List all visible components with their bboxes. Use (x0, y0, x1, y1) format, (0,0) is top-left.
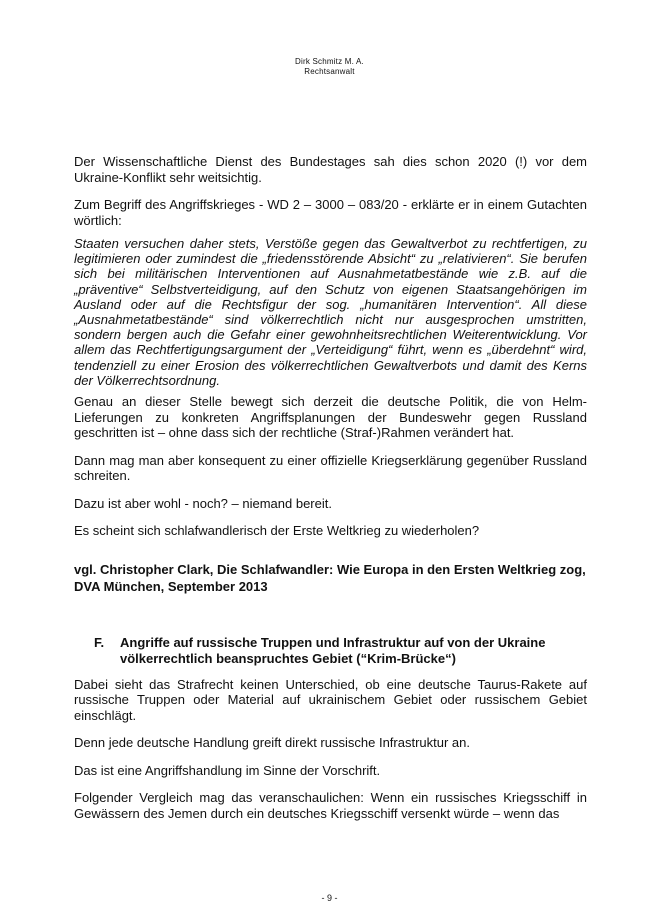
literature-reference: vgl. Christopher Clark, Die Schlafwandler: Wie Europa in den Ersten Weltkrieg zog, DVA München, September 2013 (74, 561, 586, 594)
paragraph-current-politics: Genau an dieser Stelle bewegt sich derzeit die deutsche Politik, die von Helm-Lieferungen zu konkreten Angriffsplanungen der Bundeswehr gegen Russland geschritten ist – ohne dass sich der rechtliche (Straf-)Rahmen verändert hat. (74, 394, 587, 441)
paragraph-sleepwalking: Es scheint sich schlafwandlerisch der Erste Weltkrieg zu wiederholen? (74, 523, 480, 539)
document-body (74, 154, 587, 833)
block-quote: Staaten versuchen daher stets, Verstöße gegen das Gewaltverbot zu rechtfertigen, zu legitimieren oder zumindest die „friedensstörende Absicht“ zu „relativieren“. Sie berufen sich bei militärischen Interventionen auf Ausnahmetatbestände wie z.B. auf die „präventive“ Selbstverteidigung, auf den Schutz von eigenen Staatsangehörigen im Ausland oder auf die Rechtsfigur der sog. „humanitären Intervention“. All diese „Ausnahmetatbestände“ sind völkerrechtlich nicht nur ausgesprochen umstritten, sondern bergen auch die Gefahr einer gewohnheitsrechtlichen Weiterentwicklung. Vor allem das Rechtfertigungsargument der „Verteidigung“ führt, wenn es „überdehnt“ wird, tendenziell zu einer Erosion des völkerrechtlichen Gewaltverbots und damit des Kerns der Völkerrechtsordnung. (74, 236, 587, 388)
paragraph-wd-intro: Der Wissenschaftliche Dienst des Bundestages sah dies schon 2020 (!) vor dem Ukraine-Konflikt sehr weitsichtig. (74, 154, 587, 185)
section-title: Angriffe auf russische Truppen und Infrastruktur auf von der Ukraine völkerrechtlich beanspruchtes Gebiet (“Krim-Brücke“) (120, 634, 546, 666)
section-letter: F. (94, 634, 105, 650)
paragraph-declaration-of-war: Dann mag man aber konsequent zu einer offizielle Kriegserklärung gegenüber Russland schreiten. (74, 452, 587, 484)
paragraph-infrastructure: Denn jede deutsche Handlung greift direkt russische Infrastruktur an. (74, 735, 470, 751)
letterhead (0, 57, 659, 77)
section-heading-f (74, 635, 587, 667)
author-title: Rechtsanwalt (304, 67, 355, 76)
paragraph-nobody-ready: Dazu ist aber wohl - noch? – niemand bereit. (74, 495, 332, 511)
paragraph-taurus: Dabei sieht das Strafrecht keinen Unterschied, ob eine deutsche Taurus-Rakete auf russische Truppen oder Material auf ukrainischem Gebiet oder russischem Gebiet einschlägt. (74, 676, 587, 723)
paragraph-comparison: Folgender Vergleich mag das veranschaulichen: Wenn ein russisches Kriegsschiff in Gewässern des Jemen durch ein deutsches Kriegsschiff versenkt würde – wenn das (74, 790, 587, 821)
paragraph-wd-reference: Zum Begriff des Angriffskrieges - WD 2 – 3000 – 083/20 - erklärte er in einem Gutachten wörtlich: (74, 197, 587, 228)
author-name: Dirk Schmitz M. A. (295, 57, 364, 66)
paragraph-attack-act: Das ist eine Angriffshandlung im Sinne der Vorschrift. (74, 762, 381, 778)
page-number: - 9 - (321, 893, 338, 903)
